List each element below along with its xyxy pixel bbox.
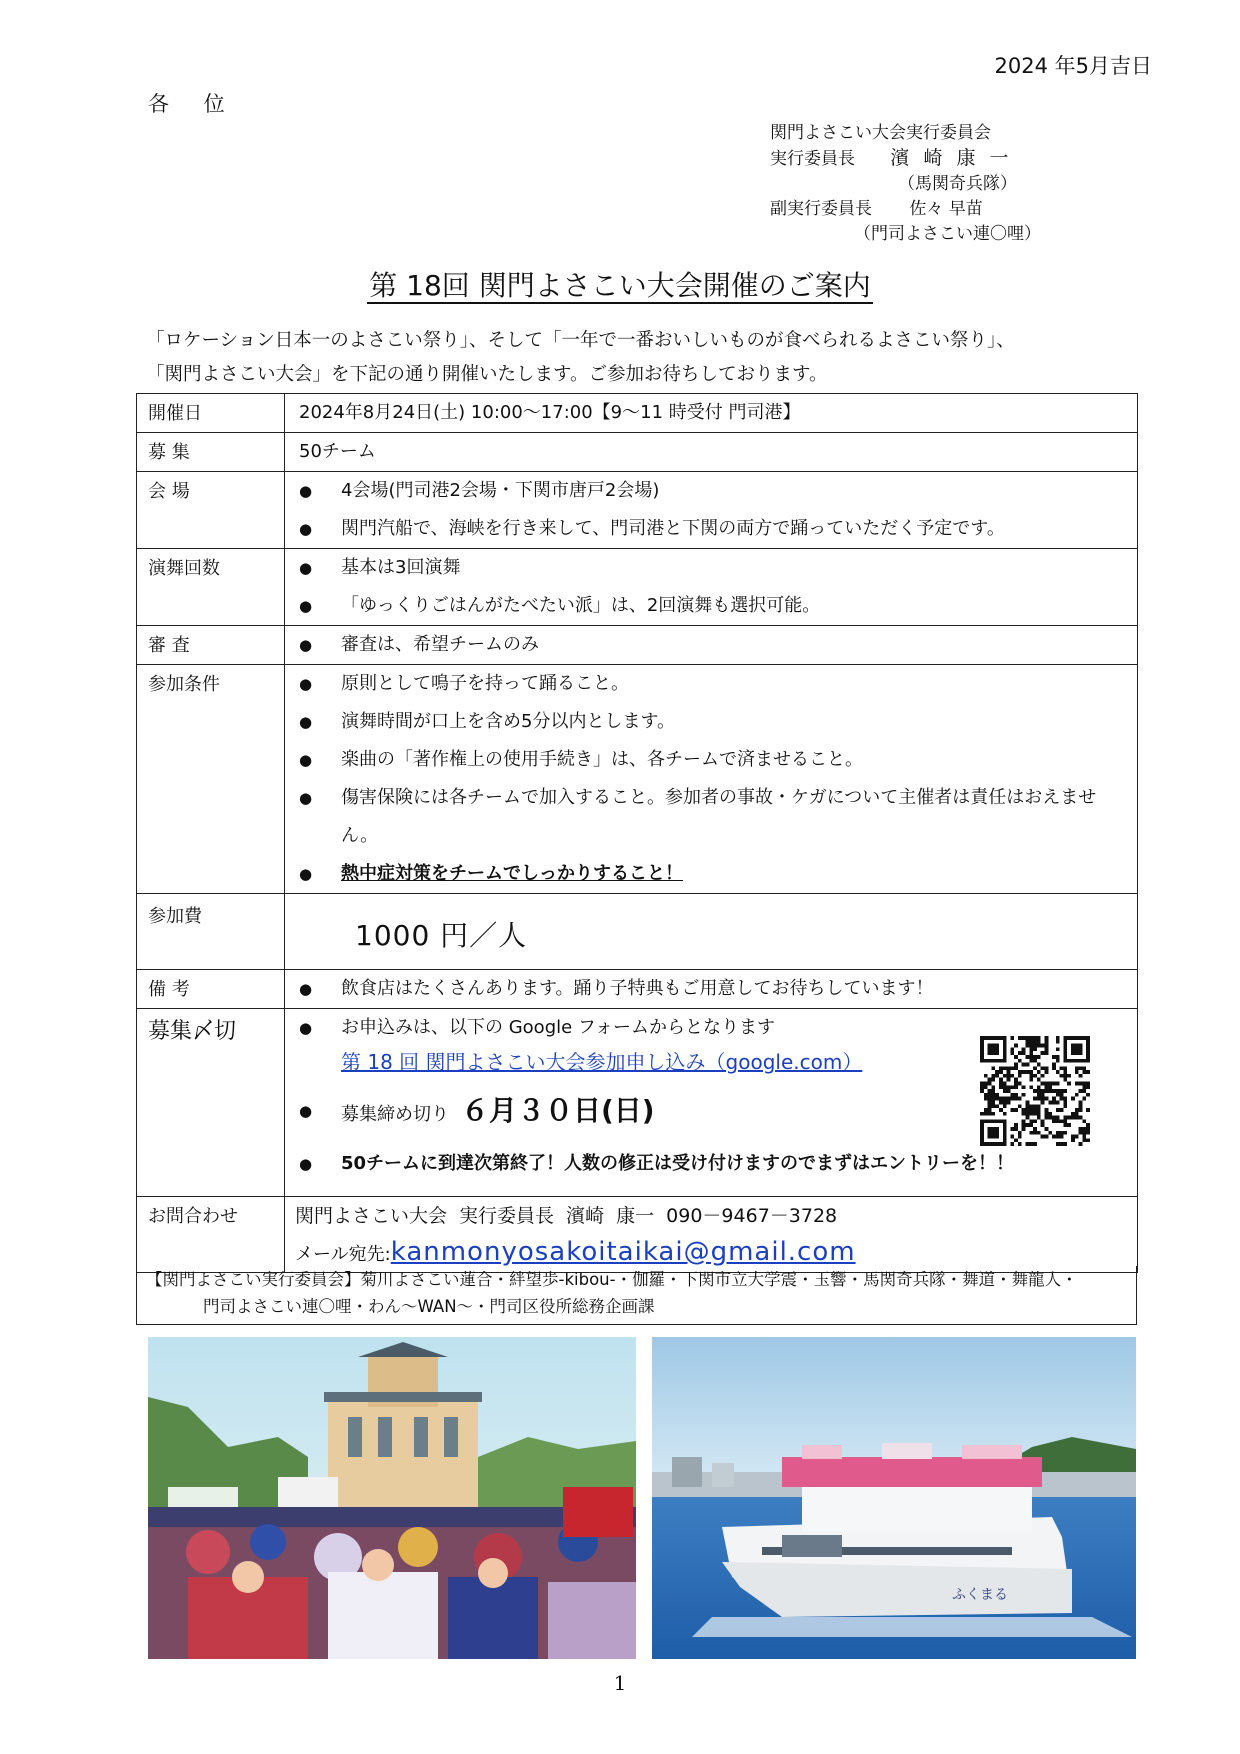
boat-name: ふくまる <box>952 1587 1008 1603</box>
heatstroke-note: 熱中症対策をチームでしっかりすること！ <box>341 863 683 884</box>
recruit-value: 50チーム <box>299 441 376 462</box>
table-row <box>137 626 1138 665</box>
contact-line: 関門よさこい大会 実行委員長 濱崎 康一 090－9467－3728 <box>295 1205 838 1227</box>
page-number: 1 <box>613 1671 627 1695</box>
list-item: ● 4会場(門司港2会場・下関市唐戸2会場) <box>299 480 660 501</box>
list-item: ● お申込みは、以下の Google フォームからとなります <box>299 1017 776 1038</box>
list-item: ● 関門汽船で、海峡を行き来して、門司港と下関の両方で踊っていただく予定です。 <box>299 518 1005 539</box>
list-item: ● 傷害保険には各チームで加入すること。参加者の事故・ケガについて主催者は責任はおえません。 <box>299 787 1097 846</box>
list-item: ● 募集締め切り ６月３０日(日) <box>299 1094 655 1127</box>
chair-team: （馬関奇兵隊） <box>898 174 1017 194</box>
apply-form-link[interactable]: 第 18 回 関門よさこい大会参加申し込み（google.com） <box>341 1050 863 1074</box>
cond-label: 参加条件 <box>137 665 285 894</box>
list-item: ● 熱中症対策をチームでしっかりすること！ <box>299 863 683 884</box>
committee-members <box>136 1266 1137 1325</box>
table-row <box>137 970 1138 1009</box>
members-line-1: 【関門よさこい実行委員会】菊川よさこい蓮合・絆望歩-kibou-・伽羅・下関市立大学震・玉響・馬関奇兵隊・舞道・舞龍人・ <box>146 1270 1078 1289</box>
deadline-label: 募集〆切 <box>137 1009 285 1197</box>
date-value: 2024年8月24日(土) 10:00～17:00【9～11 時受付 門司港】 <box>299 402 801 423</box>
vice-team: （門司よさこい連〇哩） <box>854 224 1041 244</box>
chair-title: 実行委員長 <box>770 149 855 169</box>
table-row <box>137 549 1138 626</box>
members-line-2: 門司よさこい連〇哩・わん～WAN～・門司区役所総務企画課 <box>203 1297 655 1316</box>
intro-text <box>146 324 1015 392</box>
intro-line-2: 「関門よさこい大会」を下記の通り開催いたします。ご参加お待ちしております。 <box>146 364 828 385</box>
table-row <box>137 894 1138 970</box>
table-row <box>137 472 1138 549</box>
contact-label: お問合わせ <box>137 1197 285 1273</box>
list-item: ● 飲食店はたくさんあります。踊り子特典もご用意してお待ちしています！ <box>299 978 934 999</box>
perf-label: 演舞回数 <box>137 549 285 626</box>
venue-label: 会 場 <box>137 472 285 549</box>
list-item: ● 原則として鳴子を持って踊ること。 <box>299 673 629 694</box>
addressee: 各 位 <box>148 92 239 116</box>
notes-label: 備 考 <box>137 970 285 1009</box>
judge-label: 審 査 <box>137 626 285 665</box>
intro-line-1: 「ロケーション日本一のよさこい祭り」、そして「一年で一番おいしいものが食べられるよさこい祭り」、 <box>146 330 1015 351</box>
fee-value: 1000 円／人 <box>355 919 528 952</box>
page-title: 第 18回 関門よさこい大会開催のご案内 <box>369 269 871 302</box>
vice-name: 佐々 早苗 <box>909 199 983 219</box>
deadline-date: ６月３０日(日) <box>461 1094 655 1127</box>
photo-dancers-on-ferry <box>652 1337 1136 1659</box>
table-row <box>137 433 1138 472</box>
list-item: ● 審査は、希望チームのみ <box>299 634 539 655</box>
qr-code[interactable] <box>980 1036 1090 1146</box>
recruit-label: 募 集 <box>137 433 285 472</box>
fee-label: 参加費 <box>137 894 285 970</box>
chair-name: 濱 崎 康 一 <box>890 147 1013 169</box>
document-date: 2024 年5月吉日 <box>994 54 1152 78</box>
table-row <box>137 394 1138 433</box>
table-row <box>137 665 1138 894</box>
list-item: ● 「ゆっくりごはんがたべたい派」は、2回演舞も選択可能。 <box>299 595 821 616</box>
list-item: ● 楽曲の「著作権上の使用手続き」は、各チームで済ませること。 <box>299 749 863 770</box>
date-label: 開催日 <box>137 394 285 433</box>
list-item: ● 50チームに到達次第終了！人数の修正は受け付けますのでまずはエントリーを！！ <box>299 1153 1015 1174</box>
table-row <box>137 1197 1138 1273</box>
list-item: ● 演舞時間が口上を含め5分以内とします。 <box>299 711 676 732</box>
committee-name: 関門よさこい大会実行委員会 <box>770 123 991 143</box>
list-item: ● 基本は3回演舞 <box>299 557 461 578</box>
email-prefix: メール宛先: <box>295 1244 391 1265</box>
organizer-block <box>770 121 1041 247</box>
vice-title: 副実行委員長 <box>770 199 872 219</box>
photo-dancers-at-mojiko-station <box>148 1337 636 1659</box>
email-link[interactable]: kanmonyosakoitaikai@gmail.com <box>390 1237 856 1267</box>
